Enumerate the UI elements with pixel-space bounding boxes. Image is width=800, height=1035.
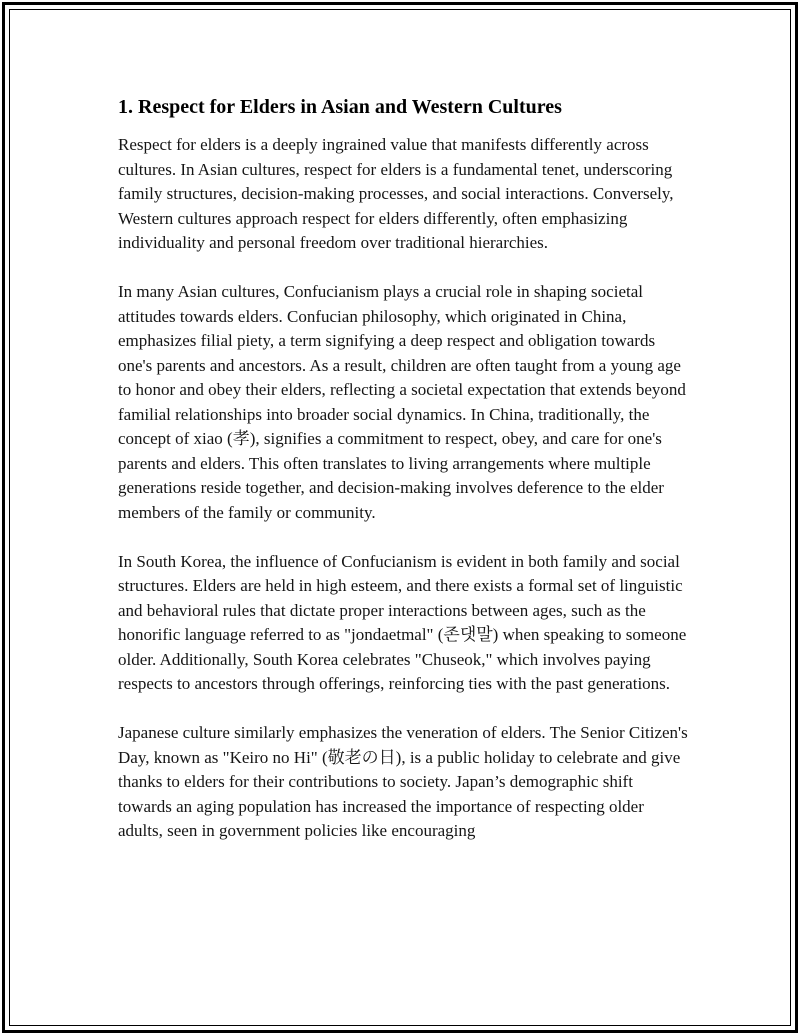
paragraph-korea: In South Korea, the influence of Confucianism is evident in both family and social structures. Elders are held in high esteem, and there exists a formal set of linguistic and behavioral rules that dictate proper interactions between ages, such as the honorific language referred to as "jondaetmal" (존댓말) when speaking to someone older. Additionally, South Korea celebrates "Chuseok," which involves paying respects to ancestors through offerings, reinforcing ties with the past generations. — [118, 551, 687, 693]
paragraph-japan: Japanese culture similarly emphasizes the veneration of elders. The Senior Citizen's Day, known as "Keiro no Hi" (敬老の日), is a public holiday to celebrate and give thanks to elders for their contributions to society. Japan’s demographic shift towards an aging population has increased the importance of respecting older adults, seen in government policies like encouraging — [118, 723, 688, 840]
paragraph-intro: Respect for elders is a deeply ingrained value that manifests differently across cultures. In Asian cultures, respect for elders is a fundamental tenet, underscoring family structures, decision-making processes, and social interactions. Conversely, Western cultures approach respect for elders differently, often emphasizing individuality and personal freedom over traditional hierarchies. — [118, 135, 674, 252]
paragraph-china: In many Asian cultures, Confucianism plays a crucial role in shaping societal attitudes towards elders. Confucian philosophy, which originated in China, emphasizes filial piety, a term signifying a deep respect and obligation towards one's parents and ancestors. As a result, children are often taught from a young age to honor and obey their elders, reflecting a societal expectation that extends beyond familial relationships into broader social dynamics. In China, traditionally, the concept of xiao (孝), signifies a commitment to respect, obey, and care for one's parents and elders. This often translates to living arrangements where multiple generations reside together, and decision-making involves deference to the elder members of the family or community. — [118, 282, 686, 522]
document-body — [118, 93, 690, 868]
section-heading: 1. Respect for Elders in Asian and Western Cultures — [118, 96, 562, 118]
